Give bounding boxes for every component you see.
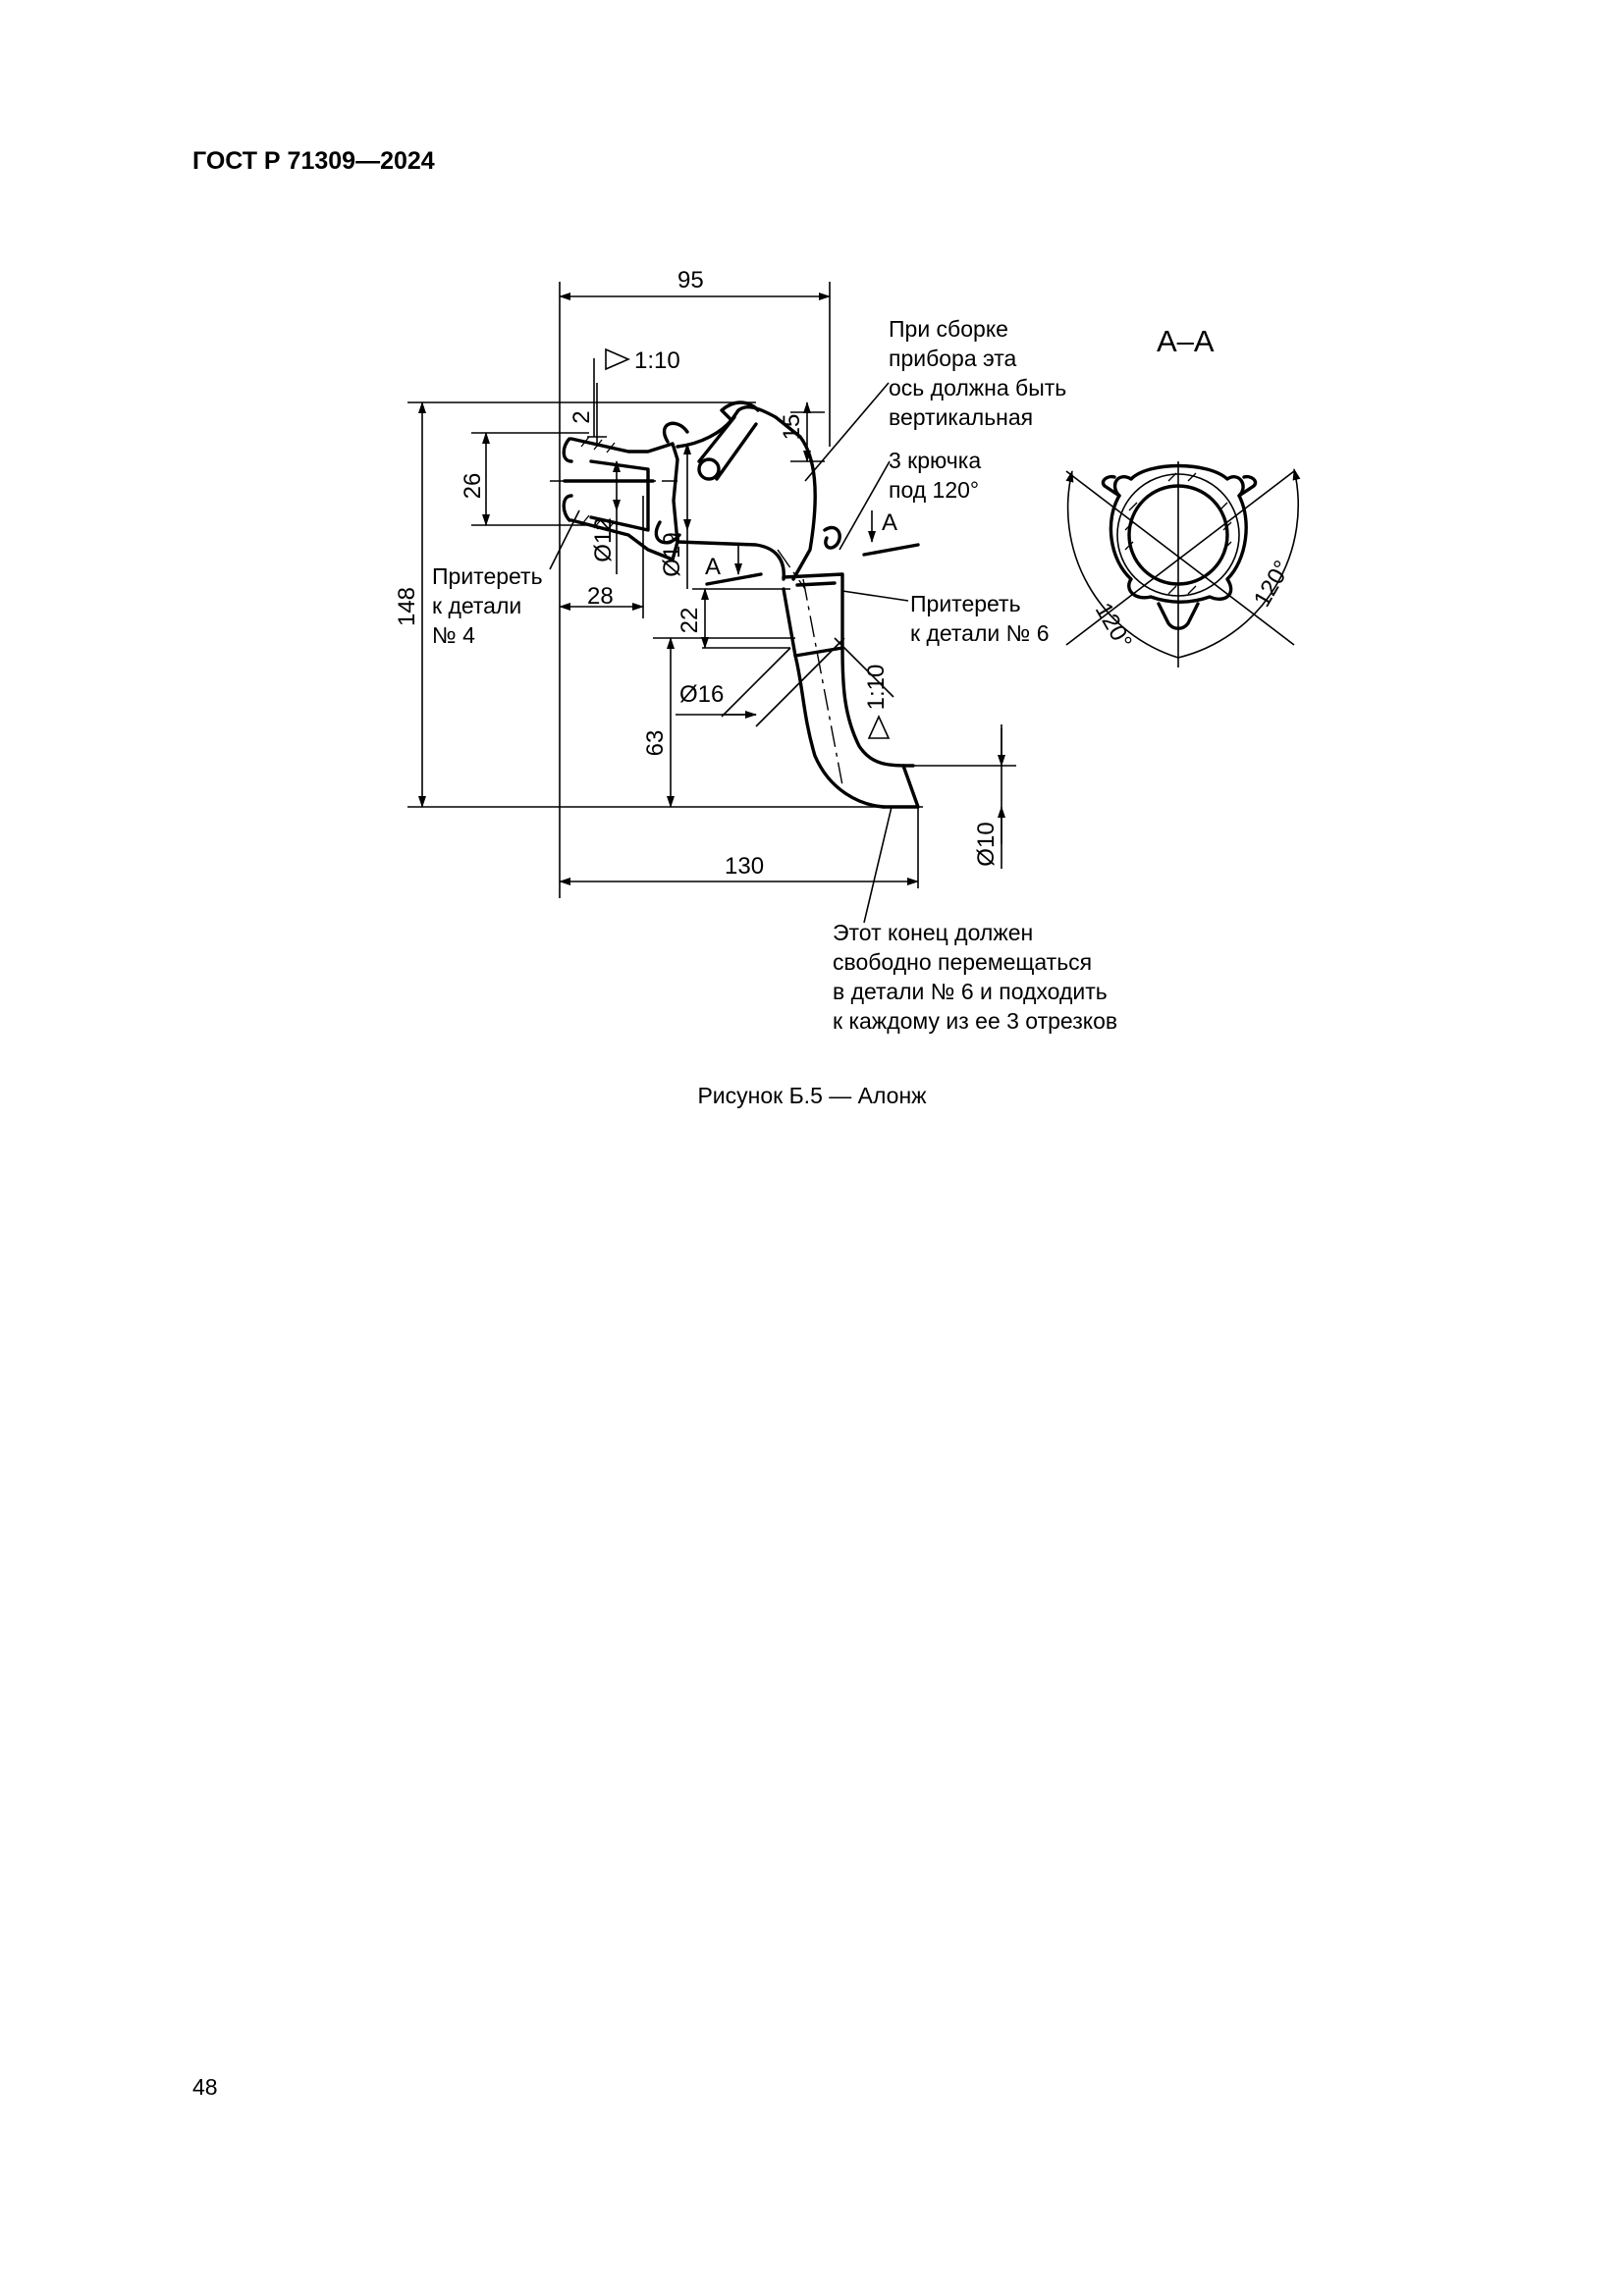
page-number: 48 [192,2074,218,2100]
note-grind-part6: Притереть к детали № 6 [910,591,1050,646]
section-mark-left: A [705,554,722,580]
note-vertical-axis: При сборке прибора эта ось должна быть вертикальная [889,316,1067,430]
figure-caption: Рисунок Б.5 — Алонж [697,1083,927,1108]
dim-130: 130 [725,853,765,880]
section-title: А–А [1157,324,1215,358]
note-grind-part4: Притереть к детали № 4 [432,563,543,648]
taper-top-label: 1:10 [634,347,680,374]
section-angle-left: 120° [1089,598,1138,654]
dim-148: 148 [394,586,420,627]
taper-side-label: 1:10 [863,664,890,711]
dim-dia16: Ø16 [679,681,725,708]
dim-26: 26 [460,472,486,500]
technical-drawing-alonge [0,0,1624,1080]
dim-dia19: Ø19 [659,532,685,577]
dim-28: 28 [587,583,614,610]
section-mark-right: A [882,509,898,536]
dim-63: 63 [642,729,669,757]
note-hooks: 3 крючка под 120° [889,448,982,503]
dim-22: 22 [677,607,703,634]
section-angle-right: 120° [1248,556,1297,612]
dim-dia10: Ø10 [973,822,1000,867]
dim-95: 95 [677,267,704,294]
dim-dia12: Ø12 [590,517,617,562]
section-a-a-view [1066,461,1298,667]
document-header: ГОСТ Р 71309—2024 [192,147,435,175]
note-free-end: Этот конец должен свободно перемещаться в детали № 6 и подходить к каждому из ее 3 отрезков [833,920,1118,1034]
dim-15: 15 [779,413,805,441]
dim-2: 2 [568,410,595,424]
